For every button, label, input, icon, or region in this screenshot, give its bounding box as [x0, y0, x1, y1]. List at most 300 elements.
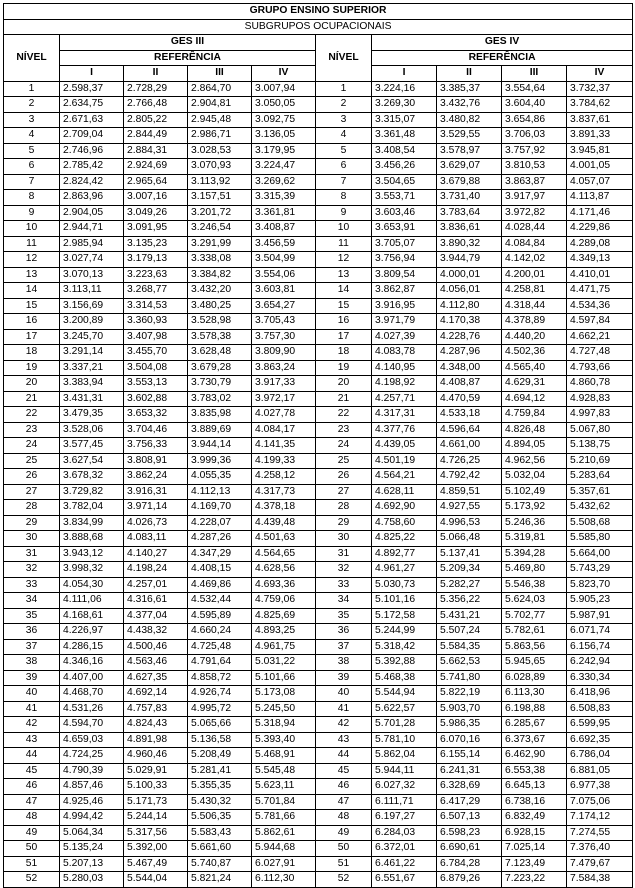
- value-cell-ges-iv: 4.377,76: [372, 422, 437, 438]
- value-cell-ges-iii: 4.757,83: [124, 701, 188, 717]
- value-cell-ges-iii: 3.200,89: [60, 314, 124, 330]
- value-cell-ges-iv: 4.257,71: [372, 391, 437, 407]
- value-cell-ges-iii: 4.960,46: [124, 748, 188, 764]
- value-cell-ges-iii: 2.824,42: [60, 174, 124, 190]
- value-cell-ges-iii: 3.384,82: [188, 267, 252, 283]
- value-cell-ges-iv: 4.628,11: [372, 484, 437, 500]
- value-cell-ges-iii: 3.916,31: [124, 484, 188, 500]
- table-row: [4, 562, 633, 578]
- value-cell-ges-iv: 6.284,03: [372, 825, 437, 841]
- value-cell-ges-iv: 6.879,26: [437, 872, 502, 888]
- value-cell-ges-iv: 4.084,84: [502, 236, 567, 252]
- value-cell-ges-iii: 3.944,14: [188, 438, 252, 454]
- value-cell-ges-iv: 4.962,56: [502, 453, 567, 469]
- value-cell-ges-iv: 3.732,37: [567, 81, 633, 97]
- value-cell-ges-iv: 4.565,40: [502, 360, 567, 376]
- value-cell-ges-iii: 5.280,03: [60, 872, 124, 888]
- value-cell-ges-iv: 6.462,90: [502, 748, 567, 764]
- value-cell-ges-iv: 5.102,49: [502, 484, 567, 500]
- value-cell-ges-iii: 2.864,70: [188, 81, 252, 97]
- value-cell-ges-iii: 3.338,08: [188, 252, 252, 268]
- value-cell-ges-iii: 2.945,48: [188, 112, 252, 128]
- value-cell-ges-iii: 3.383,94: [60, 376, 124, 392]
- value-cell-ges-iv: 5.209,34: [437, 562, 502, 578]
- table-row: [4, 236, 633, 252]
- value-cell-ges-iv: 3.603,46: [372, 205, 437, 221]
- value-cell-ges-iii: 4.469,86: [188, 577, 252, 593]
- table-title: GRUPO ENSINO SUPERIOR: [4, 4, 633, 20]
- value-cell-ges-iii: 5.171,73: [124, 794, 188, 810]
- value-cell-ges-iii: 4.628,56: [252, 562, 316, 578]
- value-cell-ges-iii: 3.455,70: [124, 345, 188, 361]
- value-cell-ges-iii: 2.709,04: [60, 128, 124, 144]
- value-cell-ges-iii: 3.361,81: [252, 205, 316, 221]
- value-cell-ges-iv: 4.439,05: [372, 438, 437, 454]
- value-cell-ges-iii: 5.661,60: [188, 841, 252, 857]
- value-cell-ges-iii: 3.049,26: [124, 205, 188, 221]
- value-cell-ges-iv: 6.242,94: [567, 655, 633, 671]
- value-cell-ges-iii: 5.740,87: [188, 856, 252, 872]
- level-cell: 31: [316, 546, 372, 562]
- value-cell-ges-iii: 4.258,12: [252, 469, 316, 485]
- value-cell-ges-iv: 6.156,74: [567, 639, 633, 655]
- value-cell-ges-iv: 7.376,40: [567, 841, 633, 857]
- table-row: [4, 267, 633, 283]
- table-row: [4, 779, 633, 795]
- table-row: [4, 500, 633, 516]
- table-row: [4, 298, 633, 314]
- level-cell: 46: [316, 779, 372, 795]
- table-row: [4, 345, 633, 361]
- value-cell-ges-iii: 5.136,58: [188, 732, 252, 748]
- value-cell-ges-iii: 3.291,99: [188, 236, 252, 252]
- value-cell-ges-iv: 6.977,38: [567, 779, 633, 795]
- level-cell: 11: [316, 236, 372, 252]
- value-cell-ges-iv: 6.111,71: [372, 794, 437, 810]
- level-cell: 13: [4, 267, 60, 283]
- table-row: [4, 655, 633, 671]
- table-row: [4, 639, 633, 655]
- value-cell-ges-iii: 4.594,70: [60, 717, 124, 733]
- level-cell: 45: [4, 763, 60, 779]
- level-cell: 28: [316, 500, 372, 516]
- value-cell-ges-iv: 5.903,70: [437, 701, 502, 717]
- value-cell-ges-iv: 6.372,01: [372, 841, 437, 857]
- table-body: [4, 81, 633, 887]
- ref-col-left: IV: [252, 66, 316, 82]
- level-cell: 1: [4, 81, 60, 97]
- value-cell-ges-iv: 5.584,35: [437, 639, 502, 655]
- level-cell: 49: [316, 825, 372, 841]
- value-cell-ges-iv: 4.793,66: [567, 360, 633, 376]
- value-cell-ges-iv: 4.502,36: [502, 345, 567, 361]
- value-cell-ges-iv: 5.138,75: [567, 438, 633, 454]
- value-cell-ges-iv: 4.198,92: [372, 376, 437, 392]
- value-cell-ges-iii: 4.791,64: [188, 655, 252, 671]
- table-row: [4, 872, 633, 888]
- value-cell-ges-iv: 3.810,53: [502, 159, 567, 175]
- value-cell-ges-iii: 4.857,46: [60, 779, 124, 795]
- value-cell-ges-iii: 3.360,93: [124, 314, 188, 330]
- value-cell-ges-iv: 4.171,46: [567, 205, 633, 221]
- level-cell: 43: [4, 732, 60, 748]
- value-cell-ges-iii: 3.783,02: [188, 391, 252, 407]
- value-cell-ges-iv: 4.859,51: [437, 484, 502, 500]
- value-cell-ges-iii: 2.965,64: [124, 174, 188, 190]
- value-cell-ges-iv: 5.392,88: [372, 655, 437, 671]
- level-cell: 11: [4, 236, 60, 252]
- value-cell-ges-iv: 3.971,79: [372, 314, 437, 330]
- value-cell-ges-iv: 5.356,22: [437, 593, 502, 609]
- value-cell-ges-iv: 5.987,91: [567, 608, 633, 624]
- value-cell-ges-iv: 4.826,48: [502, 422, 567, 438]
- value-cell-ges-iii: 3.092,75: [252, 112, 316, 128]
- table-row: [4, 624, 633, 640]
- value-cell-ges-iii: 3.407,98: [124, 329, 188, 345]
- value-cell-ges-iv: 4.662,21: [567, 329, 633, 345]
- value-cell-ges-iv: 3.578,97: [437, 143, 502, 159]
- value-cell-ges-iii: 4.724,25: [60, 748, 124, 764]
- value-cell-ges-iv: 4.860,78: [567, 376, 633, 392]
- level-cell: 30: [316, 531, 372, 547]
- value-cell-ges-iii: 4.532,44: [188, 593, 252, 609]
- value-cell-ges-iv: 6.070,16: [437, 732, 502, 748]
- value-cell-ges-iv: 5.244,99: [372, 624, 437, 640]
- value-cell-ges-iii: 4.438,32: [124, 624, 188, 640]
- value-cell-ges-iv: 6.028,89: [502, 670, 567, 686]
- value-cell-ges-iii: 2.924,69: [124, 159, 188, 175]
- table-row: [4, 593, 633, 609]
- value-cell-ges-iii: 3.971,14: [124, 500, 188, 516]
- value-cell-ges-iii: 3.246,54: [188, 221, 252, 237]
- value-cell-ges-iii: 4.725,48: [188, 639, 252, 655]
- level-cell: 6: [4, 159, 60, 175]
- level-cell: 38: [4, 655, 60, 671]
- table-row: [4, 810, 633, 826]
- value-cell-ges-iv: 4.996,53: [437, 515, 502, 531]
- value-cell-ges-iii: 3.480,25: [188, 298, 252, 314]
- level-cell: 12: [316, 252, 372, 268]
- table-row: [4, 190, 633, 206]
- value-cell-ges-iii: 3.504,99: [252, 252, 316, 268]
- value-cell-ges-iv: 5.431,21: [437, 608, 502, 624]
- group-header-right: GES IV: [372, 35, 633, 51]
- level-cell: 29: [4, 515, 60, 531]
- value-cell-ges-iv: 3.783,64: [437, 205, 502, 221]
- value-cell-ges-iv: 3.408,54: [372, 143, 437, 159]
- value-cell-ges-iii: 5.467,49: [124, 856, 188, 872]
- value-cell-ges-iv: 5.507,24: [437, 624, 502, 640]
- value-cell-ges-iv: 3.529,55: [437, 128, 502, 144]
- value-cell-ges-iv: 4.534,36: [567, 298, 633, 314]
- value-cell-ges-iv: 4.200,01: [502, 267, 567, 283]
- value-cell-ges-iv: 3.654,86: [502, 112, 567, 128]
- value-cell-ges-iv: 7.584,38: [567, 872, 633, 888]
- level-cell: 10: [316, 221, 372, 237]
- value-cell-ges-iii: 2.746,96: [60, 143, 124, 159]
- value-cell-ges-iv: 4.927,55: [437, 500, 502, 516]
- value-cell-ges-iv: 4.001,05: [567, 159, 633, 175]
- value-cell-ges-iii: 4.790,39: [60, 763, 124, 779]
- value-cell-ges-iv: 3.731,40: [437, 190, 502, 206]
- level-cell: 23: [316, 422, 372, 438]
- value-cell-ges-iii: 4.346,16: [60, 655, 124, 671]
- value-cell-ges-iv: 7.274,55: [567, 825, 633, 841]
- value-cell-ges-iii: 4.759,06: [252, 593, 316, 609]
- value-cell-ges-iv: 4.928,83: [567, 391, 633, 407]
- level-cell: 27: [316, 484, 372, 500]
- value-cell-ges-iii: 3.704,46: [124, 422, 188, 438]
- value-cell-ges-iv: 3.916,95: [372, 298, 437, 314]
- value-cell-ges-iv: 3.706,03: [502, 128, 567, 144]
- level-cell: 28: [4, 500, 60, 516]
- value-cell-ges-iv: 5.544,94: [372, 686, 437, 702]
- value-cell-ges-iii: 5.583,43: [188, 825, 252, 841]
- value-cell-ges-iv: 3.891,33: [567, 128, 633, 144]
- table-row: [4, 763, 633, 779]
- value-cell-ges-iii: 2.985,94: [60, 236, 124, 252]
- value-cell-ges-iii: 5.245,50: [252, 701, 316, 717]
- value-cell-ges-iii: 4.377,04: [124, 608, 188, 624]
- value-cell-ges-iii: 3.972,17: [252, 391, 316, 407]
- value-cell-ges-iv: 4.349,13: [567, 252, 633, 268]
- value-cell-ges-iii: 4.228,07: [188, 515, 252, 531]
- value-cell-ges-iv: 6.241,31: [437, 763, 502, 779]
- value-cell-ges-iii: 4.926,74: [188, 686, 252, 702]
- value-cell-ges-iii: 3.917,33: [252, 376, 316, 392]
- level-cell: 33: [4, 577, 60, 593]
- value-cell-ges-iii: 3.628,48: [188, 345, 252, 361]
- level-cell: 38: [316, 655, 372, 671]
- value-cell-ges-iv: 3.553,71: [372, 190, 437, 206]
- value-cell-ges-iv: 5.137,41: [437, 546, 502, 562]
- value-cell-ges-iv: 5.823,70: [567, 577, 633, 593]
- value-cell-ges-iv: 4.258,81: [502, 283, 567, 299]
- value-cell-ges-iv: 3.890,32: [437, 236, 502, 252]
- value-cell-ges-iv: 7.075,06: [567, 794, 633, 810]
- value-cell-ges-iv: 5.664,00: [567, 546, 633, 562]
- table-row: [4, 484, 633, 500]
- level-cell: 22: [316, 407, 372, 423]
- value-cell-ges-iv: 7.174,12: [567, 810, 633, 826]
- value-cell-ges-iii: 6.027,91: [252, 856, 316, 872]
- value-cell-ges-iv: 4.758,60: [372, 515, 437, 531]
- value-cell-ges-iv: 6.551,67: [372, 872, 437, 888]
- value-cell-ges-iii: 4.378,18: [252, 500, 316, 516]
- level-cell: 21: [4, 391, 60, 407]
- value-cell-ges-iii: 3.782,04: [60, 500, 124, 516]
- value-cell-ges-iii: 3.070,93: [188, 159, 252, 175]
- value-cell-ges-iii: 5.544,04: [124, 872, 188, 888]
- value-cell-ges-iii: 3.201,72: [188, 205, 252, 221]
- table-subtitle: SUBGRUPOS OCUPACIONAIS: [4, 19, 633, 35]
- value-cell-ges-iv: 6.285,67: [502, 717, 567, 733]
- level-cell: 8: [316, 190, 372, 206]
- value-cell-ges-iv: 5.781,10: [372, 732, 437, 748]
- table-row: [4, 422, 633, 438]
- level-cell: 34: [4, 593, 60, 609]
- value-cell-ges-iii: 5.100,33: [124, 779, 188, 795]
- value-cell-ges-iii: 2.598,37: [60, 81, 124, 97]
- value-cell-ges-iii: 2.986,71: [188, 128, 252, 144]
- level-cell: 52: [4, 872, 60, 888]
- value-cell-ges-iii: 4.287,26: [188, 531, 252, 547]
- value-cell-ges-iii: 3.578,38: [188, 329, 252, 345]
- value-cell-ges-iii: 5.944,68: [252, 841, 316, 857]
- value-cell-ges-iv: 5.662,53: [437, 655, 502, 671]
- value-cell-ges-iv: 7.223,22: [502, 872, 567, 888]
- level-cell: 41: [4, 701, 60, 717]
- value-cell-ges-iii: 4.286,15: [60, 639, 124, 655]
- level-cell: 19: [316, 360, 372, 376]
- value-cell-ges-iii: 4.468,70: [60, 686, 124, 702]
- value-cell-ges-iv: 6.198,88: [502, 701, 567, 717]
- value-cell-ges-iii: 5.173,08: [252, 686, 316, 702]
- value-cell-ges-iv: 5.508,68: [567, 515, 633, 531]
- value-cell-ges-iv: 5.585,80: [567, 531, 633, 547]
- ref-col-right: III: [502, 66, 567, 82]
- value-cell-ges-iv: 5.101,16: [372, 593, 437, 609]
- ref-col-right: II: [437, 66, 502, 82]
- level-cell: 13: [316, 267, 372, 283]
- value-cell-ges-iii: 3.179,95: [252, 143, 316, 159]
- value-cell-ges-iii: 4.858,72: [188, 670, 252, 686]
- level-cell: 16: [4, 314, 60, 330]
- value-cell-ges-iii: 4.595,89: [188, 608, 252, 624]
- level-cell: 50: [4, 841, 60, 857]
- level-cell: 15: [4, 298, 60, 314]
- value-cell-ges-iv: 6.692,35: [567, 732, 633, 748]
- value-cell-ges-iv: 3.756,94: [372, 252, 437, 268]
- value-cell-ges-iii: 5.468,91: [252, 748, 316, 764]
- value-cell-ges-iii: 5.101,66: [252, 670, 316, 686]
- value-cell-ges-iv: 4.112,80: [437, 298, 502, 314]
- level-cell: 29: [316, 515, 372, 531]
- value-cell-ges-iv: 4.228,76: [437, 329, 502, 345]
- value-cell-ges-iv: 4.961,27: [372, 562, 437, 578]
- value-cell-ges-iv: 6.784,28: [437, 856, 502, 872]
- value-cell-ges-iv: 3.757,92: [502, 143, 567, 159]
- value-cell-ges-iv: 6.645,13: [502, 779, 567, 795]
- value-cell-ges-iii: 3.113,11: [60, 283, 124, 299]
- value-cell-ges-iv: 5.701,28: [372, 717, 437, 733]
- value-cell-ges-iv: 5.066,48: [437, 531, 502, 547]
- value-cell-ges-iv: 5.863,56: [502, 639, 567, 655]
- value-cell-ges-iv: 4.694,12: [502, 391, 567, 407]
- value-cell-ges-iii: 3.627,54: [60, 453, 124, 469]
- level-cell: 46: [4, 779, 60, 795]
- level-cell: 47: [316, 794, 372, 810]
- value-cell-ges-iv: 4.000,01: [437, 267, 502, 283]
- level-cell: 24: [316, 438, 372, 454]
- value-cell-ges-iv: 6.461,22: [372, 856, 437, 872]
- value-cell-ges-iii: 4.054,30: [60, 577, 124, 593]
- value-cell-ges-iii: 2.805,22: [124, 112, 188, 128]
- value-cell-ges-iii: 5.135,24: [60, 841, 124, 857]
- level-cell: 48: [4, 810, 60, 826]
- level-cell: 2: [4, 97, 60, 113]
- level-cell: 17: [316, 329, 372, 345]
- level-cell: 17: [4, 329, 60, 345]
- value-cell-ges-iv: 5.702,77: [502, 608, 567, 624]
- level-cell: 32: [316, 562, 372, 578]
- value-cell-ges-iv: 3.504,65: [372, 174, 437, 190]
- value-cell-ges-iii: 4.141,35: [252, 438, 316, 454]
- value-cell-ges-iii: 4.564,65: [252, 546, 316, 562]
- value-cell-ges-iv: 7.479,67: [567, 856, 633, 872]
- level-cell: 44: [4, 748, 60, 764]
- value-cell-ges-iii: 3.050,05: [252, 97, 316, 113]
- table-row: [4, 608, 633, 624]
- value-cell-ges-iv: 4.317,31: [372, 407, 437, 423]
- value-cell-ges-iii: 4.198,24: [124, 562, 188, 578]
- value-cell-ges-iv: 4.083,78: [372, 345, 437, 361]
- table-row: [4, 112, 633, 128]
- value-cell-ges-iv: 4.318,44: [502, 298, 567, 314]
- value-cell-ges-iv: 6.373,67: [502, 732, 567, 748]
- value-cell-ges-iv: 3.315,07: [372, 112, 437, 128]
- table-row: [4, 283, 633, 299]
- value-cell-ges-iii: 5.031,22: [252, 655, 316, 671]
- value-cell-ges-iii: 5.317,56: [124, 825, 188, 841]
- value-cell-ges-iv: 4.229,86: [567, 221, 633, 237]
- level-cell: 7: [4, 174, 60, 190]
- value-cell-ges-iii: 3.007,94: [252, 81, 316, 97]
- table-row: [4, 97, 633, 113]
- value-cell-ges-iv: 6.508,83: [567, 701, 633, 717]
- value-cell-ges-iv: 5.394,28: [502, 546, 567, 562]
- table-row: [4, 81, 633, 97]
- value-cell-ges-iv: 5.032,04: [502, 469, 567, 485]
- value-cell-ges-iii: 5.821,24: [188, 872, 252, 888]
- value-cell-ges-iii: 2.844,49: [124, 128, 188, 144]
- value-cell-ges-iii: 4.891,98: [124, 732, 188, 748]
- value-cell-ges-iv: 3.837,61: [567, 112, 633, 128]
- level-cell: 44: [316, 748, 372, 764]
- level-cell: 3: [4, 112, 60, 128]
- level-cell: 19: [4, 360, 60, 376]
- value-cell-ges-iii: 3.528,06: [60, 422, 124, 438]
- level-cell: 20: [316, 376, 372, 392]
- level-cell: 4: [4, 128, 60, 144]
- level-cell: 39: [316, 670, 372, 686]
- value-cell-ges-iv: 5.357,61: [567, 484, 633, 500]
- value-cell-ges-iv: 7.025,14: [502, 841, 567, 857]
- value-cell-ges-iii: 2.671,63: [60, 112, 124, 128]
- value-cell-ges-iv: 3.809,54: [372, 267, 437, 283]
- value-cell-ges-iii: 4.055,35: [188, 469, 252, 485]
- value-cell-ges-iii: 4.112,13: [188, 484, 252, 500]
- value-cell-ges-iii: 5.281,41: [188, 763, 252, 779]
- level-cell: 40: [4, 686, 60, 702]
- salary-table: [3, 3, 633, 888]
- value-cell-ges-iii: 3.224,47: [252, 159, 316, 175]
- value-cell-ges-iii: 3.756,33: [124, 438, 188, 454]
- value-cell-ges-iv: 4.056,01: [437, 283, 502, 299]
- value-cell-ges-iii: 4.439,48: [252, 515, 316, 531]
- level-cell: 23: [4, 422, 60, 438]
- table-row: [4, 686, 633, 702]
- value-cell-ges-iv: 5.067,80: [567, 422, 633, 438]
- value-cell-ges-iv: 3.863,87: [502, 174, 567, 190]
- level-cell: 8: [4, 190, 60, 206]
- level-cell: 2: [316, 97, 372, 113]
- value-cell-ges-iv: 3.972,82: [502, 205, 567, 221]
- value-cell-ges-iv: 4.170,38: [437, 314, 502, 330]
- value-cell-ges-iii: 3.431,31: [60, 391, 124, 407]
- level-cell: 21: [316, 391, 372, 407]
- value-cell-ges-iv: 3.269,30: [372, 97, 437, 113]
